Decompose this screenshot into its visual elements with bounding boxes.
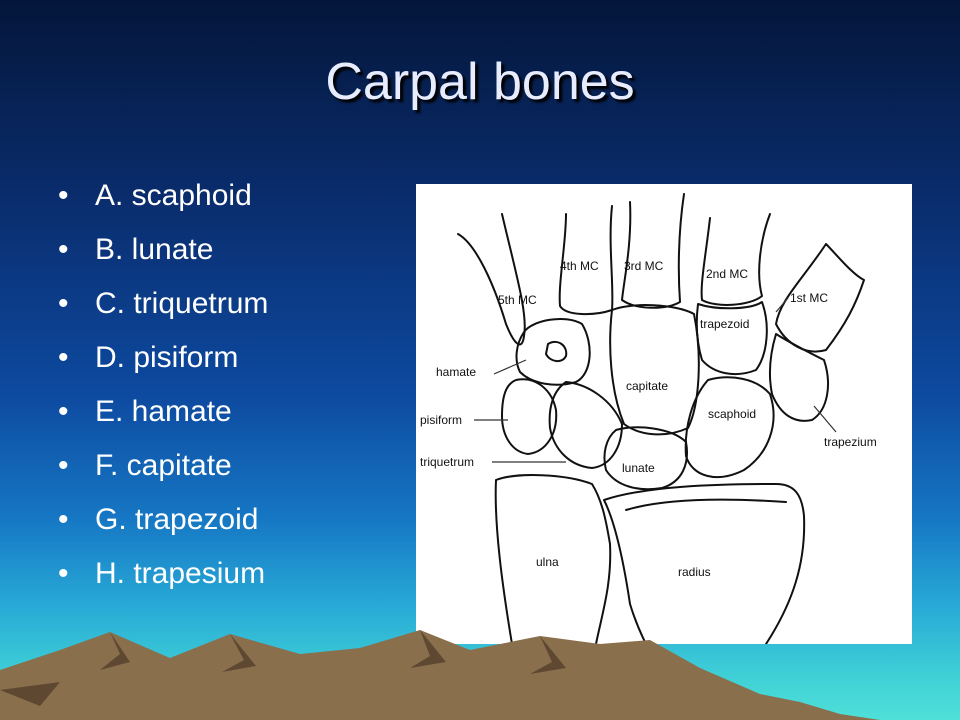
bullet-item	[58, 500, 268, 554]
bullet-dot: •	[58, 233, 69, 266]
bullet-item	[58, 230, 268, 284]
bullet-list	[58, 176, 268, 608]
bullet-item	[58, 284, 268, 338]
metacarpal-3-outline	[622, 194, 684, 308]
bullet-text: E. hamate	[95, 395, 232, 428]
bullet-dot: •	[58, 341, 69, 374]
label-radius: radius	[678, 565, 711, 579]
label-2nd-mc: 2nd MC	[706, 267, 749, 281]
bullet-dot: •	[58, 449, 69, 482]
label-pisiform: pisiform	[420, 413, 463, 427]
bullet-dot: •	[58, 179, 69, 212]
bullet-text: A. scaphoid	[95, 179, 252, 212]
label-ulna: ulna	[536, 555, 559, 569]
bullet-dot: •	[58, 287, 69, 320]
metacarpal-5-outline	[458, 214, 525, 345]
label-scaphoid: scaphoid	[708, 407, 757, 421]
mountain-range	[0, 630, 880, 720]
label-3rd-mc: 3rd MC	[624, 259, 664, 273]
label-trapezium: trapezium	[824, 435, 877, 449]
capitate-outline	[610, 305, 699, 434]
lunate-outline	[604, 427, 687, 489]
triquetrum-outline	[550, 382, 622, 468]
trapezium-outline	[770, 334, 828, 421]
metacarpal-2-outline	[702, 214, 770, 305]
label-triquetrum: triquetrum	[420, 455, 475, 469]
trapezium-leader	[814, 406, 836, 432]
bullet-text: H. trapesium	[95, 557, 266, 590]
bullet-item	[58, 338, 268, 392]
trapezoid-outline	[697, 302, 767, 374]
bullet-text: B. lunate	[95, 233, 214, 266]
bullet-text: C. triquetrum	[95, 287, 269, 320]
label-capitate: capitate	[626, 379, 669, 393]
label-lunate: lunate	[622, 461, 655, 475]
wrist-bone-diagram	[416, 184, 912, 644]
hamate-hook-outline	[546, 342, 566, 361]
bullet-item	[58, 446, 268, 500]
pisiform-outline	[502, 379, 556, 454]
hamate-outline	[517, 319, 590, 385]
mountain-silhouette	[0, 610, 960, 720]
diagram-svg	[416, 184, 912, 644]
bullet-text: F. capitate	[95, 449, 232, 482]
bullet-dot: •	[58, 395, 69, 428]
bullet-dot: •	[58, 503, 69, 536]
label-1st-mc: 1st MC	[790, 291, 829, 305]
slide-title: Carpal bones	[325, 53, 635, 111]
scaphoid-outline	[686, 377, 774, 477]
bullet-text: D. pisiform	[95, 341, 239, 374]
label-5th-mc: 5th MC	[498, 293, 537, 307]
bullet-dot: •	[58, 557, 69, 590]
bullet-item	[58, 176, 268, 230]
bullet-text: G. trapezoid	[95, 503, 259, 536]
mc1-leader	[776, 298, 788, 312]
label-4th-mc: 4th MC	[560, 259, 599, 273]
label-hamate: hamate	[436, 365, 477, 379]
label-trapezoid: trapezoid	[700, 317, 750, 331]
bullet-item	[58, 392, 268, 446]
bullet-item	[58, 554, 268, 608]
radius-articular-line	[626, 500, 786, 510]
